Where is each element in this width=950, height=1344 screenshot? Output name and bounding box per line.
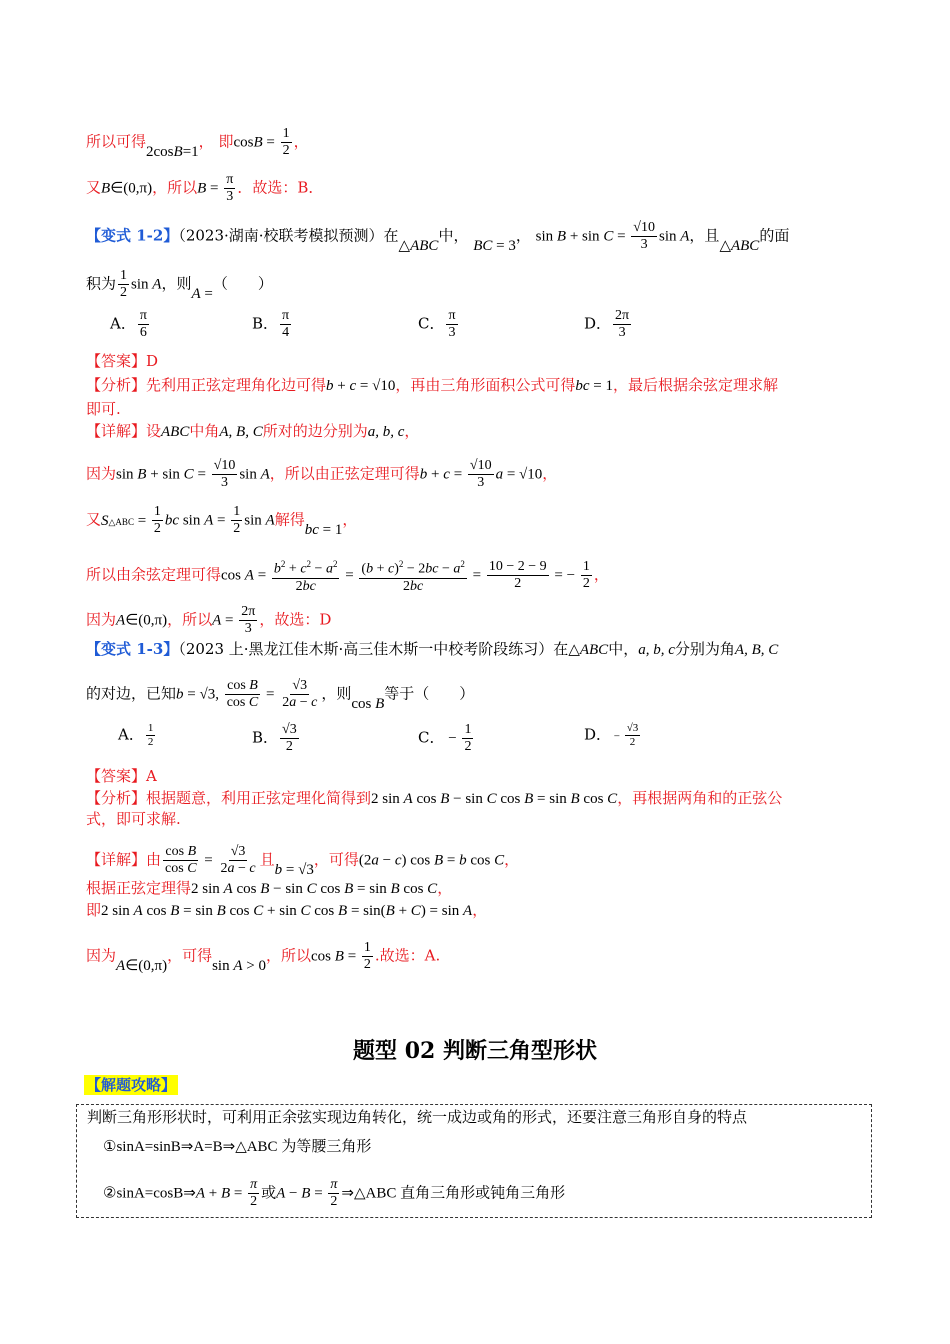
math: $\frac{2\pi}{3}$ xyxy=(241,604,256,636)
answer: 【答案】A xyxy=(86,767,157,785)
math: A, B, C xyxy=(734,642,779,658)
math: bc sin A = xyxy=(164,512,230,529)
box-line-2: ①sinA=sinB⇒A=B⇒△ABC 为等腰三角形 xyxy=(103,1139,372,1155)
math: b + c = √10 xyxy=(326,378,396,394)
option-d[interactable]: D． $\frac{2\pi}{3}$ xyxy=(584,308,630,340)
math: A = xyxy=(212,612,238,629)
detail-line-2: 因为sin B + sin C = $\frac{√10}{3}$ sin A，所以由正弦定理可得b + c = $\frac{√10}{3}$ a = √10， xyxy=(86,458,558,490)
math: $\frac{(b + c)^2 - 2bc - a^2}{2bc}$ xyxy=(359,556,467,595)
math: $\frac{√3}{2a - c}$ xyxy=(220,844,256,876)
variant-1-2-question-cont: 积为 $\frac{1}{2}$ sin A，则A =（ ） xyxy=(86,268,273,302)
variant-1-2-question: 【变式 1-2】（2023·湖南·校联考模拟预测）在△ABC中， BC = 3， sin B + sin C = $\frac{√10}{3}$ sin A，且△ABC的面 xyxy=(86,220,790,254)
math: A = xyxy=(191,285,213,302)
analysis: 【分析】先利用正弦定理角化边可得b + c = √10，再由三角形面积公式可得bc = 1，最后根据余弦定理求解 xyxy=(86,376,779,394)
math: sin A xyxy=(658,228,690,245)
math: $\frac{√3}{2}$ xyxy=(282,722,297,754)
math: $\frac{√10}{3}$ xyxy=(469,458,492,490)
math: $\frac{1}{2}$ xyxy=(153,504,161,536)
math: A + B = xyxy=(195,1185,247,1202)
math: b = √3 xyxy=(274,861,314,878)
math: $\frac{1}{2}$ xyxy=(120,268,128,300)
math: A∈(0,π) xyxy=(116,957,168,974)
analysis-cont: 即可. xyxy=(86,400,121,418)
math: 2 sin A cos B = sin B cos C + sin C cos B = sin(B + C) = sin A xyxy=(101,903,473,919)
math: $\frac{1}{2}$ xyxy=(464,722,472,754)
math: ABC xyxy=(161,424,190,440)
math: a = √10 xyxy=(495,466,543,483)
box-line-1: 判断三角形形状时，可利用正余弦实现边角转化，统一成边或角的形式，还要注意三角形自身的特点 xyxy=(87,1108,748,1126)
math: △ABC xyxy=(719,237,760,254)
detail-line-1: 【详解】由 $\frac{\text{cos B}}{\text{cos C}}$ = $\frac{√3}{2a - c}$ 且b = √3，可得(2a − c) cos B = b cos C， xyxy=(86,844,520,878)
math: $\frac{√10}{3}$ xyxy=(633,220,655,252)
math: S△ABC = xyxy=(101,512,150,529)
detail-line-3: 又S△ABC = $\frac{1}{2}$ bc sin A = $\frac{1}{2}$ sin A解得bc = 1， xyxy=(86,504,358,538)
math: 2 sin A cos B − sin C cos B = sin B cos C xyxy=(191,881,438,897)
math: cosB = xyxy=(233,134,279,151)
answer: 【答案】D xyxy=(86,352,159,370)
option-a[interactable]: A． $\frac{\pi}{6}$ xyxy=(110,308,147,340)
math: $\frac{\pi}{2}$ xyxy=(250,1177,258,1209)
option-d[interactable]: D． − $\frac{√3}{2}$ xyxy=(584,722,639,748)
math: b + c = xyxy=(419,466,466,483)
math: bc = 1 xyxy=(304,521,343,538)
math: a, b, c xyxy=(367,424,405,440)
math: $\frac{\text{cos B}}{\text{cos C}}$ xyxy=(165,844,197,876)
math: △ABC xyxy=(398,237,439,254)
math: sin A xyxy=(131,276,162,293)
math: $\frac{\pi}{2}$ xyxy=(330,1177,338,1209)
math: $\frac{b^2 + c^2 - a^2}{2bc}$ xyxy=(272,556,340,595)
box-line-3: ②sinA=cosB⇒A + B = $\frac{\pi}{2}$ 或A − B = $\frac{\pi}{2}$ ⇒△ABC 直角三角形或钝角三角形 xyxy=(103,1177,566,1209)
math: sin A xyxy=(244,512,275,529)
detail-line-3: 即2 sin A cos B = sin B cos C + sin C cos B = sin(B + C) = sin A， xyxy=(86,901,488,919)
math: cos A = xyxy=(221,567,270,584)
option-c[interactable]: C． $\frac{\pi}{3}$ xyxy=(418,308,456,340)
math: $\frac{\pi}{3}$ xyxy=(448,308,456,340)
analysis: 【分析】根据题意，利用正弦定理化简得到2 sin A cos B − sin C cos B = sin B cos C，再根据两角和的正弦公 xyxy=(86,789,783,807)
solution-line-1: 所以可得2cosB=1， 即cosB = $\frac{1}{2}$ ， xyxy=(86,126,309,160)
math: $\frac{1}{2}$ xyxy=(282,126,290,158)
math: A∈(0,π) xyxy=(116,612,168,629)
option-a[interactable]: A． $\frac{1}{2}$ xyxy=(118,722,154,748)
math: B∈(0,π) xyxy=(101,180,153,197)
math: $\frac{√10}{3}$ xyxy=(213,458,236,490)
detail-line-4: 因为A∈(0,π)，可得sin A > 0，所以cos B = $\frac{1}{2}$ .故选：A. xyxy=(86,940,441,974)
analysis-cont: 式，即可求解. xyxy=(86,810,181,828)
math: 2 sin A cos B − sin C cos B = sin B cos C xyxy=(371,791,618,807)
detail-line-1: 【详解】设ABC中角A, B, C所对的边分别为a, b, c， xyxy=(86,422,420,440)
math: sin B + sin C = xyxy=(116,466,210,483)
math: $\frac{\pi}{4}$ xyxy=(282,308,290,340)
variant-1-3-question: 【变式 1-3】（2023 上·黑龙江佳木斯·高三佳木斯一中校考阶段练习）在△ABC中，a, b, c分别为角A, B, C xyxy=(86,640,779,658)
math: $\frac{\pi}{6}$ xyxy=(139,308,147,340)
math: $\frac{1}{2}$ xyxy=(233,504,241,536)
math: $\frac{1}{2}$ xyxy=(582,558,590,591)
math: $\frac{1}{2}$ xyxy=(363,940,371,972)
math: $\frac{1}{2}$ xyxy=(147,722,154,748)
option-b[interactable]: B． $\frac{\pi}{4}$ xyxy=(252,308,290,340)
math: $\frac{√3}{2a - c}$ xyxy=(282,678,318,710)
math: △ABC xyxy=(568,642,609,658)
math: (2a − c) cos B = b cos C xyxy=(358,852,505,869)
math: A, B, C xyxy=(219,424,263,440)
section-title: 题型 02 判断三角型形状 xyxy=(353,1038,597,1064)
strategy-tag: 【解题攻略】 xyxy=(86,1076,177,1094)
math: $\frac{\pi}{3}$ xyxy=(226,172,234,204)
math: cos B xyxy=(351,695,385,712)
math: a, b, c xyxy=(638,642,675,658)
math: sin A > 0 xyxy=(212,957,266,974)
math: sin B + sin C = xyxy=(535,228,630,245)
variant-1-3-question-cont: 的对边，已知b = √3, $\frac{\text{cos B}}{\text{cos C}}$ = $\frac{√3}{2a - c}$ ，则cos B等于（ ） xyxy=(86,678,475,712)
strategy-box xyxy=(76,1104,872,1218)
math: A − B = xyxy=(276,1185,327,1202)
math: 2cosB=1 xyxy=(146,143,199,160)
solution-line-2: 又B∈(0,π)，所以B = $\frac{\pi}{3}$ ．故选：B． xyxy=(86,172,324,204)
math: $\frac{2\pi}{3}$ xyxy=(615,308,630,340)
math: B = xyxy=(197,180,223,197)
math: $\frac{10 - 2 - 9}{2}$ xyxy=(488,558,547,591)
math: BC = 3 xyxy=(473,237,516,254)
math: sin A xyxy=(239,466,270,483)
option-b[interactable]: B． $\frac{√3}{2}$ xyxy=(252,722,297,754)
detail-line-4: 所以由余弦定理可得cos A = $\frac{b^2 + c^2 - a^2}{2bc}$ = $\frac{(b + c)^2 - 2bc - a^2}{2bc}$ = $\frac{10 - 2 - 9}{2}$ = − $\frac{1}{2}$ ， xyxy=(86,556,609,595)
math: $\frac{√3}{2}$ xyxy=(626,722,639,748)
math: cos B = xyxy=(311,948,360,965)
option-c[interactable]: C． − $\frac{1}{2}$ xyxy=(418,722,472,754)
detail-line-5: 因为A∈(0,π)，所以A = $\frac{2\pi}{3}$ ，故选：D xyxy=(86,604,332,636)
math: b = √3, xyxy=(176,686,223,703)
math: bc = 1 xyxy=(575,378,614,394)
detail-line-2: 根据正弦定理得2 sin A cos B − sin C cos B = sin B cos C， xyxy=(86,879,453,897)
math: $\frac{\text{cos B}}{\text{cos C}}$ xyxy=(226,678,259,710)
